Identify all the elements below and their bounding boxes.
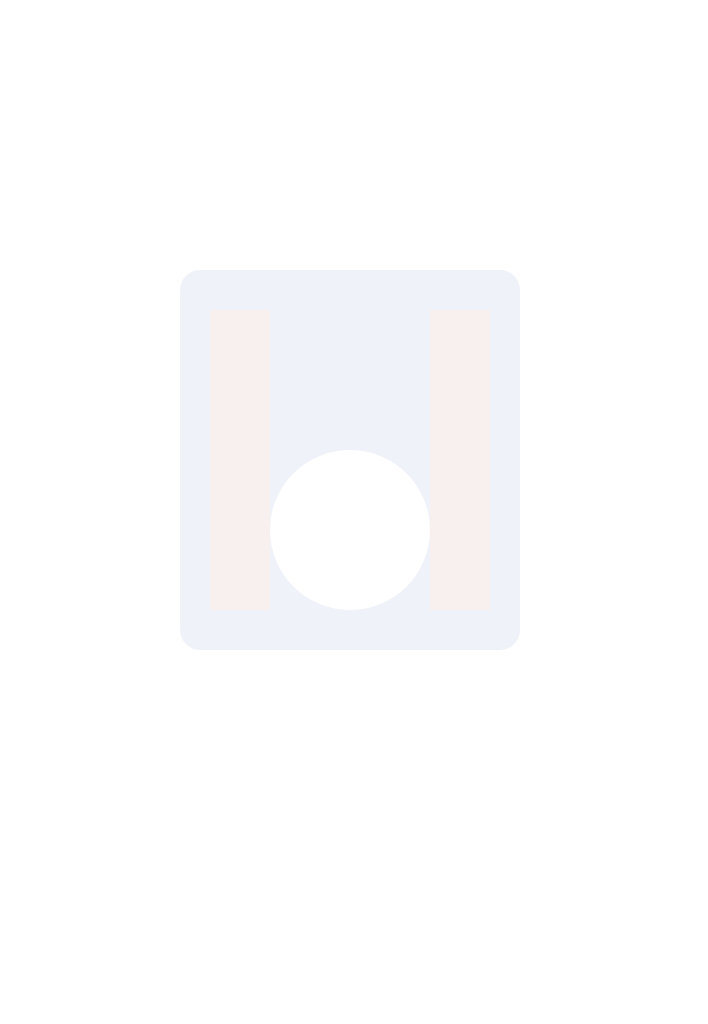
watermark-logo (140, 250, 560, 670)
document-page (38, 58, 670, 84)
